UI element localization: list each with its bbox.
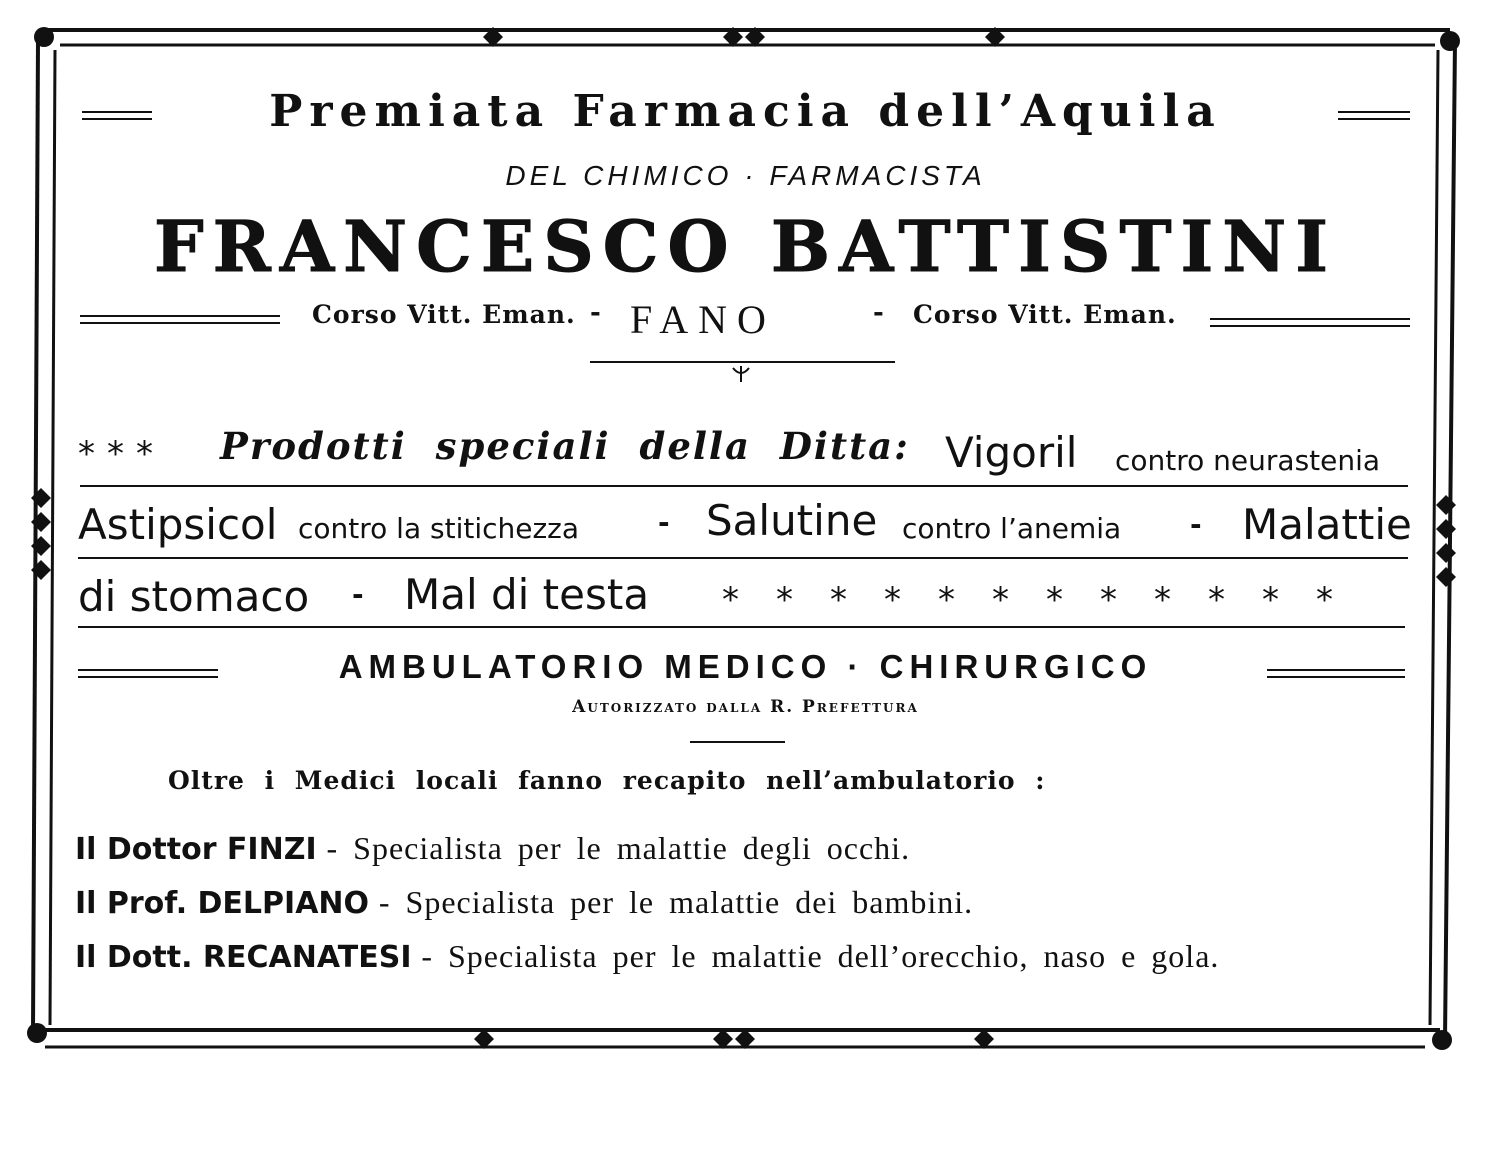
pharmacist-subtitle: DEL CHIMICO · FARMACISTA [505, 160, 986, 191]
address-separator-left: - [590, 298, 601, 328]
product-vigoril-desc: contro neurastenia [1115, 444, 1381, 477]
product-salutine: Salutine [706, 496, 878, 545]
products-lead: Prodotti speciali della Ditta: [220, 424, 910, 468]
stars-left: *** [78, 434, 165, 474]
product-dash-3: - [352, 578, 364, 611]
product-astipsicol-desc: contro la stitichezza [298, 512, 580, 545]
doctor-specialty: - Specialista per le malattie dell’orecchio, naso e gola. [421, 938, 1220, 974]
doctor-row [75, 938, 1219, 975]
doctor-name: Il Dottor FINZI [75, 832, 317, 867]
product-dash-1: - [658, 506, 670, 539]
product-salutine-desc: contro l’anemia [902, 512, 1122, 545]
ambulatorio-intro: Oltre i Medici locali fanno recapito nell’ambulatorio : [168, 766, 1046, 795]
product-mal-di-testa: Mal di testa [404, 570, 650, 619]
product-dash-2: - [1190, 508, 1202, 541]
address-left: Corso Vitt. Eman. [312, 300, 576, 329]
doctor-name: Il Dott. RECANATESI [75, 940, 412, 975]
doctor-specialty: - Specialista per le malattie dei bambini. [378, 884, 974, 920]
address-right: Corso Vitt. Eman. [913, 300, 1177, 329]
doctor-row [75, 830, 910, 867]
product-malattie: Malattie [1242, 500, 1412, 549]
product-astipsicol: Astipsicol [78, 500, 278, 549]
pharmacy-title: Premiata Farmacia dell’Aquila [269, 86, 1222, 137]
ambulatorio-subtitle: Autorizzato dalla R. Prefettura [572, 697, 919, 717]
product-malattie-cont: di stomaco [78, 572, 310, 621]
doctor-specialty: - Specialista per le malattie degli occhi. [326, 830, 911, 866]
city-name: FANO [630, 297, 776, 342]
ambulatorio-title: AMBULATORIO MEDICO · CHIRURGICO [338, 648, 1153, 685]
doctor-row [75, 884, 973, 921]
address-separator-right: - [873, 298, 884, 328]
doctor-name: Il Prof. DELPIANO [75, 886, 370, 921]
stars-right: ************ [722, 580, 1370, 620]
product-vigoril: Vigoril [945, 428, 1078, 477]
owner-name: FRANCESCO BATTISTINI [153, 205, 1338, 288]
